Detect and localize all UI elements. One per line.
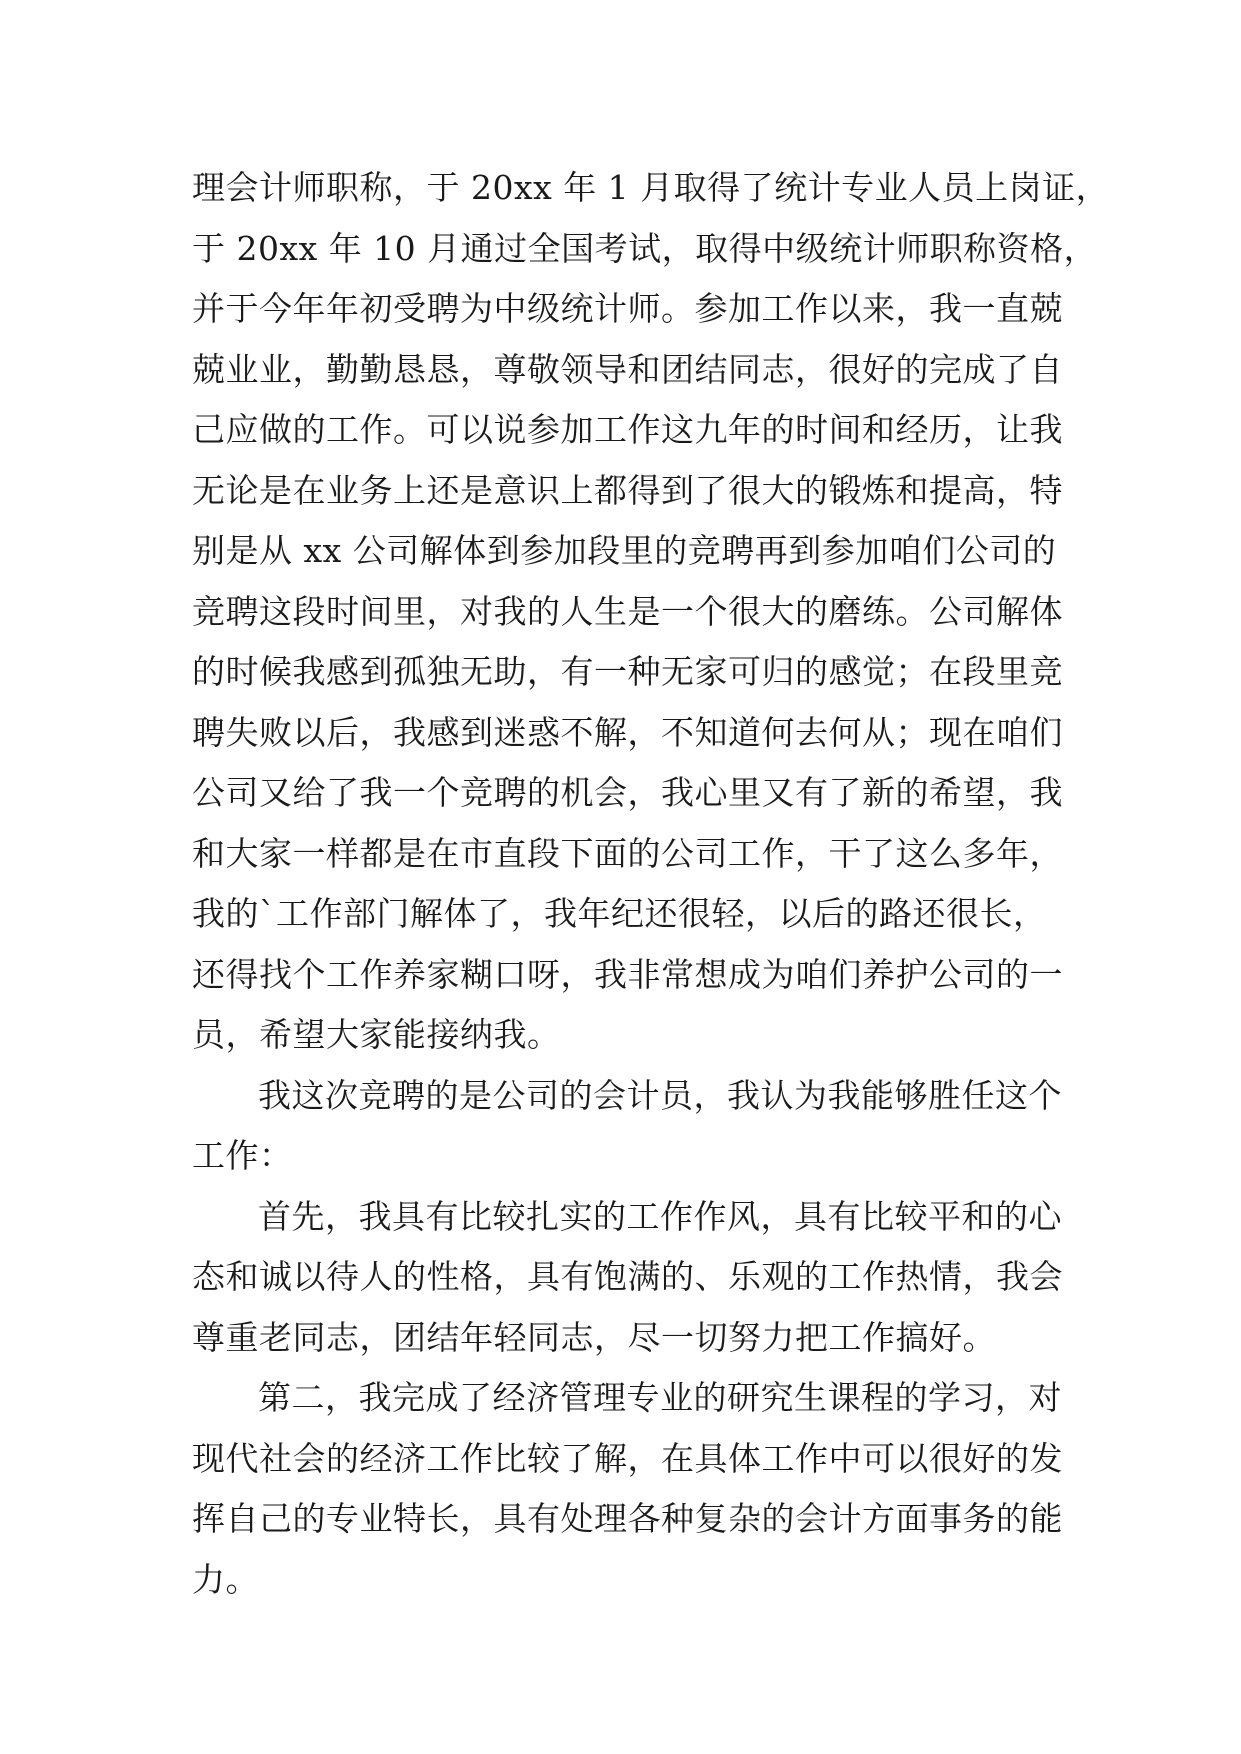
text-line: 和大家一样都是在市直段下面的公司工作，干了这么多年， — [192, 833, 1063, 873]
text-line: 还得找个工作养家糊口呀，我非常想成为咱们养护公司的一 — [192, 954, 1063, 994]
text-line: 理会计师职称，于 20xx 年 1 月取得了统计专业人员上岗证， — [192, 168, 1110, 207]
text-line: 的时候我感到孤独无助，有一种无家可归的感觉；在段里竞 — [192, 652, 1063, 691]
text-line: 我的`工作部门解体了，我年纪还很轻，以后的路还很长， — [192, 894, 1047, 933]
text-line: 工作： — [192, 1136, 293, 1175]
paragraph — [192, 1368, 1062, 1610]
text-line: 挥自己的专业特长，具有处理各种复杂的会计方面事务的能 — [192, 1499, 1063, 1538]
text-line: 公司又给了我一个竞聘的机会，我心里又有了新的希望，我 — [192, 773, 1063, 812]
text-line: 现代社会的经济工作比较了解，在具体工作中可以很好的发 — [192, 1438, 1063, 1478]
paragraph — [192, 158, 1110, 1066]
text-line: 我这次竞聘的是公司的会计员，我认为我能够胜任这个 — [258, 1075, 1062, 1115]
text-line: 员，希望大家能接纳我。 — [192, 1015, 561, 1054]
document-body — [192, 158, 1110, 1610]
text-line: 别是从 xx 公司解体到参加段里的竞聘再到参加咱们公司的 — [192, 531, 1057, 570]
text-line: 力。 — [192, 1559, 259, 1599]
text-line: 兢业业，勤勤恳恳，尊敬领导和团结同志，很好的完成了自 — [192, 349, 1063, 389]
text-line: 并于今年年初受聘为中级统计师。参加工作以来，我一直兢 — [192, 289, 1063, 328]
paragraph — [192, 1187, 1062, 1369]
text-line: 己应做的工作。可以说参加工作这九年的时间和经历，让我 — [192, 410, 1063, 449]
paragraph — [192, 1066, 1062, 1187]
text-line: 首先，我具有比较扎实的工作作风，具有比较平和的心 — [258, 1196, 1062, 1236]
text-line: 态和诚以待人的性格，具有饱满的、乐观的工作热情，我会 — [192, 1257, 1063, 1296]
text-line: 竞聘这段时间里，对我的人生是一个很大的磨练。公司解体 — [192, 591, 1063, 631]
text-line: 无论是在业务上还是意识上都得到了很大的锻炼和提高，特 — [192, 470, 1063, 510]
text-line: 于 20xx 年 10 月通过全国考试，取得中级统计师职称资格， — [192, 228, 1098, 268]
text-line: 尊重老同志，团结年轻同志，尽一切努力把工作搞好。 — [192, 1317, 996, 1357]
text-line: 第二，我完成了经济管理专业的研究生课程的学习，对 — [258, 1378, 1062, 1417]
text-line: 聘失败以后，我感到迷惑不解，不知道何去何从；现在咱们 — [192, 712, 1063, 752]
